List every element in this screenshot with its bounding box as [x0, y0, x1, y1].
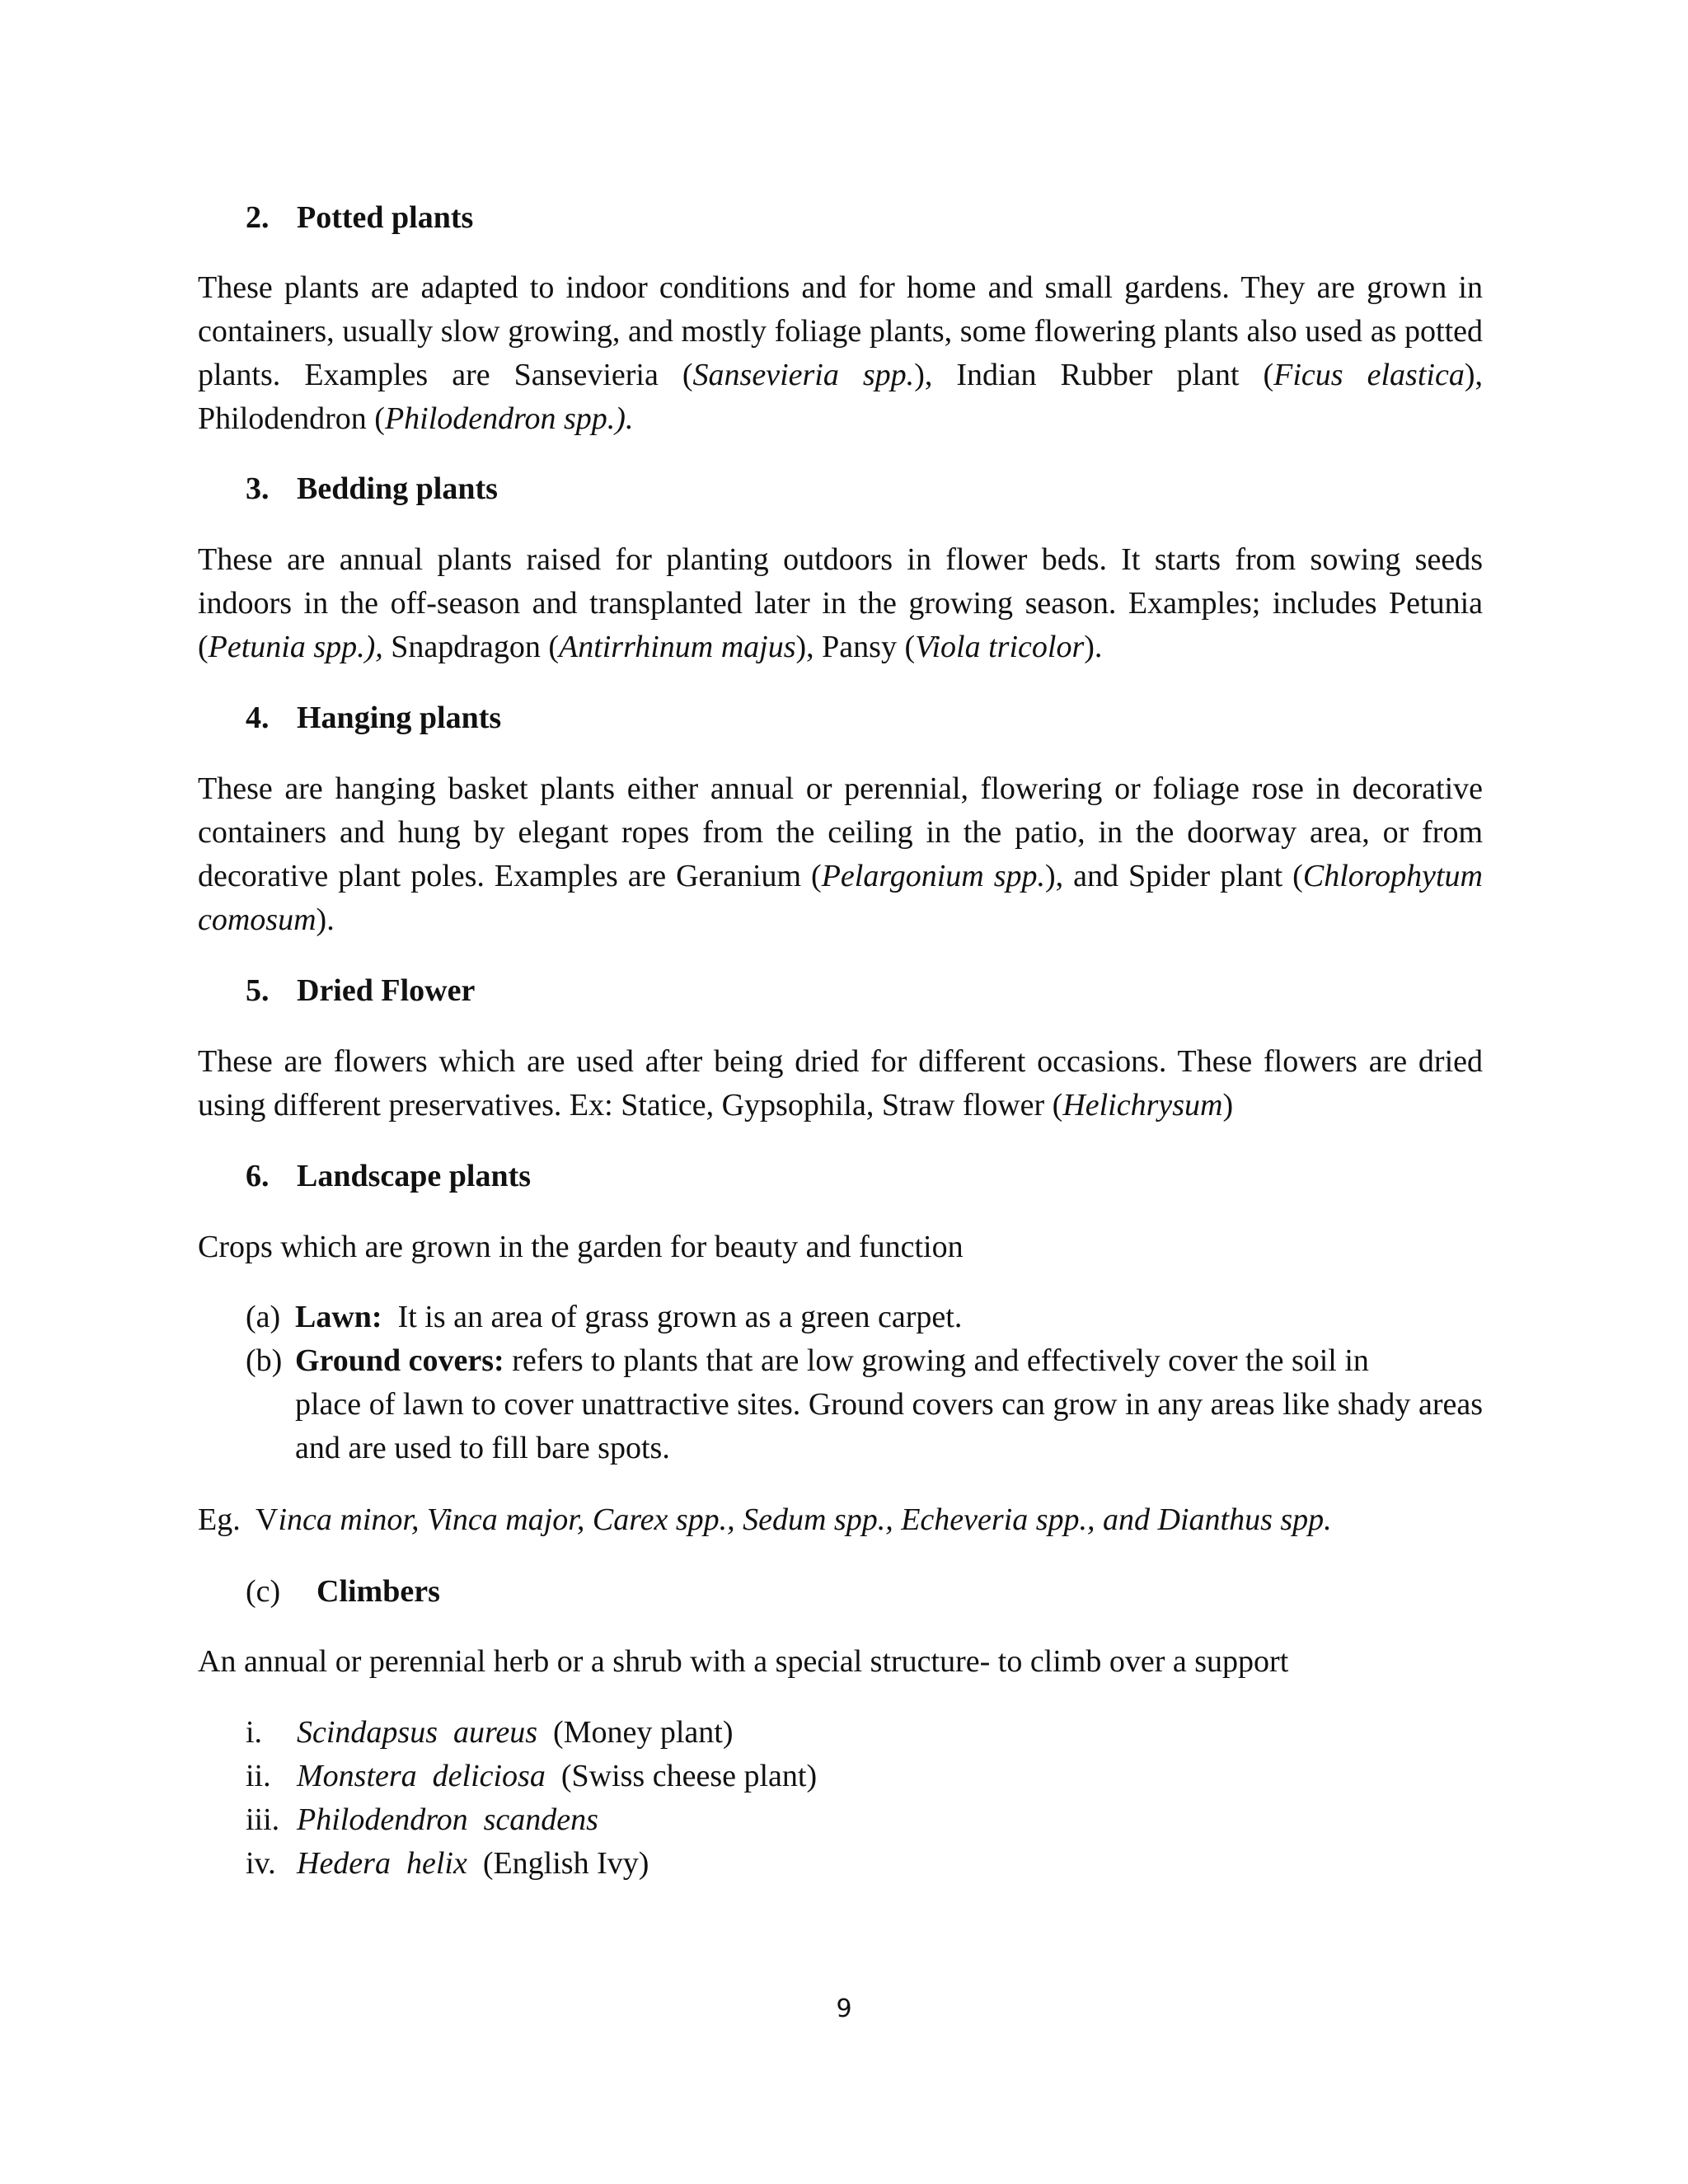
scientific-name: Hedera helix — [297, 1846, 467, 1881]
paragraph-bedding-plants — [198, 538, 1483, 669]
text-run: These are annual plants raised for planting outdoors in flower beds. It starts from sowing seeds indoors in the off-season and transplanted later in the growing season. Examples; includes Petunia ( — [198, 542, 1483, 664]
text-run: ), Philodendron ( — [198, 358, 1483, 436]
scientific-name: Monstera deliciosa — [297, 1759, 546, 1793]
italic-run: Helichrysum — [1062, 1088, 1223, 1122]
list-label: (c) — [246, 1574, 281, 1609]
list-text: refers to plants that are low growing and effectively cover the soil in — [504, 1343, 1369, 1378]
heading-number: 2. — [246, 200, 270, 235]
italic-run: Philodendron spp.). — [384, 401, 634, 436]
italic-run: Pelargonium spp. — [821, 859, 1045, 893]
list-item — [246, 1755, 817, 1798]
page-number: 9 — [836, 1994, 852, 2023]
list-item — [246, 1798, 598, 1842]
text-run: ), and Spider plant ( — [1045, 859, 1303, 893]
text-run: These are flowers which are used after being dried for different occasions. These flowers are dried using different preservatives. Ex: Statice, Gypsophila, Straw flower ( — [198, 1044, 1483, 1122]
heading-number: 6. — [246, 1159, 270, 1193]
list-item-lawn — [246, 1296, 1483, 1339]
text-run: ). — [316, 902, 335, 937]
text-run: Snapdragon ( — [382, 630, 559, 664]
paragraph-ground-cover-examples — [198, 1498, 1483, 1542]
text-run: ). — [1084, 630, 1103, 664]
scientific-name: Philodendron scandens — [297, 1802, 598, 1837]
list-label: (b) — [246, 1343, 283, 1378]
heading-bedding-plants — [246, 467, 498, 511]
paragraph-climbers-intro: An annual or perennial herb or a shrub with a special structure- to climb over a support — [198, 1644, 1289, 1679]
list-text-continued: place of lawn to cover unattractive sites. Ground covers can grow in any areas like shady areas and are used to fill bare spots. — [295, 1387, 1483, 1465]
paragraph-dried-flower — [198, 1040, 1483, 1127]
heading-title: Dried Flower — [297, 973, 476, 1008]
italic-run: Antirrhinum majus — [558, 630, 796, 664]
text-run: ), Indian Rubber plant ( — [914, 358, 1274, 392]
heading-hanging-plants — [246, 696, 501, 740]
italic-run: Viola tricolor — [915, 630, 1085, 664]
list-number: iv. — [246, 1846, 276, 1881]
italic-run: Ficus elastica — [1273, 358, 1465, 392]
list-number: ii. — [246, 1759, 271, 1793]
paragraph-landscape-intro: Crops which are grown in the garden for beauty and function — [198, 1230, 964, 1264]
list-number: i. — [246, 1715, 263, 1750]
italic-run: Chlorophytum comosum — [198, 859, 1483, 937]
common-name: (English Ivy) — [467, 1846, 649, 1881]
heading-dried-flower — [246, 969, 475, 1013]
list-term: Ground covers: — [295, 1343, 504, 1378]
heading-title: Bedding plants — [297, 471, 498, 506]
scientific-name: Scindapsus aureus — [297, 1715, 538, 1750]
text-run: These are hanging basket plants either annual or perennial, flowering or foliage rose in decorative containers and hung by elegant ropes from the ceiling in the patio, in the doorway area, or from decorative plant poles. Examples are Geranium ( — [198, 771, 1483, 893]
list-item — [246, 1711, 734, 1755]
heading-number: 4. — [246, 701, 270, 735]
heading-title: Climbers — [316, 1574, 440, 1609]
text-run: ), Pansy ( — [795, 630, 916, 664]
italic-run: Sansevieria spp. — [692, 358, 915, 392]
heading-number: 3. — [246, 471, 270, 506]
common-name: (Swiss cheese plant) — [545, 1759, 818, 1793]
heading-title: Hanging plants — [297, 701, 502, 735]
list-number: iii. — [246, 1802, 280, 1837]
heading-number: 5. — [246, 973, 270, 1008]
heading-landscape-plants — [246, 1155, 531, 1198]
heading-potted-plants — [246, 196, 473, 240]
list-text: It is an area of grass grown as a green carpet. — [382, 1300, 963, 1334]
heading-title: Potted plants — [297, 200, 474, 235]
italic-run: inca minor, Vinca major, Carex spp., Sedum spp., Echeveria spp., and Dianthus spp. — [278, 1502, 1332, 1537]
text-run: ) — [1222, 1088, 1234, 1122]
paragraph-potted-plants — [198, 266, 1483, 441]
heading-climbers — [246, 1570, 440, 1614]
list-item-ground-covers — [246, 1339, 1483, 1470]
paragraph-hanging-plants — [198, 767, 1483, 942]
common-name: (Money plant) — [537, 1715, 734, 1750]
text-run: These plants are adapted to indoor conditions and for home and small gardens. They are grown in containers, usually slow growing, and mostly foliage plants, some flowering plants also used as potted plants. Examples are Sansevieria ( — [198, 270, 1483, 392]
text-run: Eg. V — [198, 1502, 279, 1537]
list-term: Lawn: — [295, 1300, 382, 1334]
italic-run: Petunia spp.), — [208, 630, 383, 664]
list-label: (a) — [246, 1300, 281, 1334]
list-item — [246, 1842, 649, 1886]
heading-title: Landscape plants — [297, 1159, 532, 1193]
